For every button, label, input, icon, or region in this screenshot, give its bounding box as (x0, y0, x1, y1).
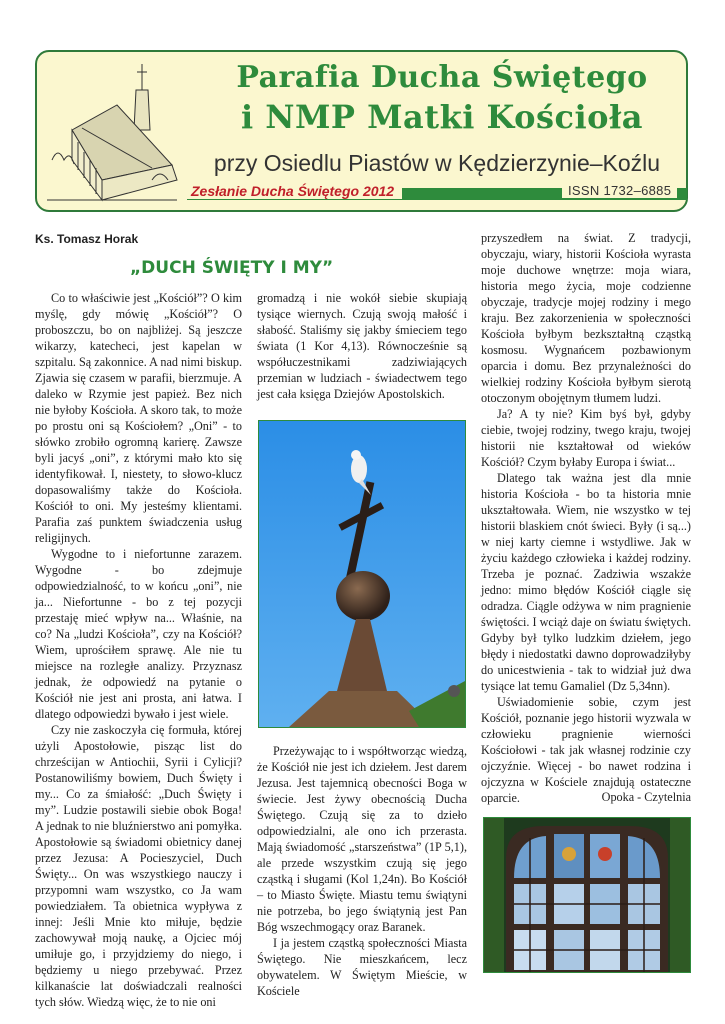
cross-dome-image (259, 421, 465, 727)
paragraph: przyszedłem na świat. Z tradycji, obyczaju, wiary, historii Kościoła wyrasta moje duchowe wnętrze: moja wiara, historia mego życia, moje codzienne obyczaje, tradycje mojej rodziny i mego kraju. Bez zakorzenienia w społeczności Kościoła byłbym bezkształtną cząstką kosmosu. Wygnańcem pozbawionym oparcia i domu. Bez przynależności do wielkiej rodziny Kościoła byłbym sierotą otoczonym obojętnym tłumem ludzi. (481, 231, 691, 405)
photo-cross-with-dove (258, 420, 466, 728)
paragraph: Uświadomienie sobie, czym jest Kościół, poznanie jego historii wyzwala w człowieku pragnienie wierności Kościołowi - tak jak własnej rodzinie czy ojczyźnie. Więcej - bo nawet rodzina i ojczyzna w Kościele znajdują ostateczne oparcie. (481, 695, 691, 805)
paragraph: gromadzą i nie wokół siebie skupiają tysiące wiernych. Czują swoją małość i słabość. Staliśmy się jakby śmieciem tego świata (1 Kor 4,13). Równocześnie są współuczestnikami zadziwiających przemian w ludziach - świadectwem tego jest cała księga Dziejów Apostolskich. (257, 291, 467, 401)
paragraph: I ja jestem cząstką społeczności Miasta Świętego. Nie mieszkańcem, lecz obywatelem. W Świętym Mieście, w Kościele (257, 936, 467, 998)
article-column-2-top (257, 290, 467, 400)
masthead-title-line1: Parafia Ducha Świętego (236, 60, 648, 95)
issue-label: Zesłanie Ducha Świętego 2012 (187, 183, 402, 199)
masthead-banner (35, 50, 688, 212)
article-column-2-bottom (257, 743, 467, 998)
masthead-title-line2: i NMP Matki Kościoła (240, 98, 644, 136)
article-column-3 (481, 230, 691, 805)
paragraph: Czy nie zaskoczyła cię formuła, której użyli Apostołowie, pisząc list do chrześcijan w Antiochii, Syrii i Cylicji? Postanowiliśmy bowiem, Duch Święty i my... Co za śmiałość: „Duch Święty i my”. Ludzie postawili siebie obok Boga! A jednak to nie bluźnierstwo ani pomyłka. Apostołowie są świadomi obietnicy danej przez Jezusa: A Pocieszyciel, Duch Święty... On was wszystkiego nauczy i przypomni wam wszystko, co Ja wam powiedziałem. Ta obietnica wypływa z innej: Jeśli Mnie kto miłuje, będzie zachowywał moją naukę, a Ojciec mój umiłuje go, i przyjdziemy do niego, i będziemy u niego przebywać. Przez kilkanaście lat doświadczali realności tych słów. Wiedzą więc, że to nie oni (35, 723, 242, 1009)
paragraph: Dlatego tak ważna jest dla mnie historia Kościoła - bo ta historia mnie ukształtowała. Wiem, nie wszystko w tej historii blaskiem cnót świeci. Były (i są...) w niej karty ciemne i wstydliwe. Jak w życiu każdego człowieka i każdej rodziny. Trzeba je poznać. Zadziwia wszakże jedno: mimo błędów Kościół ciągle się odradza. Ciągle odżywa w nim pragnienie świętości. I wciąż daje on światu świętych. Gdyby był tylko ludzkim dziełem, jego błędy i niedostatki dawno doprowadziłyby do unicestwienia - tak to widział już dwa tysiące lat temu Gamaliel (Dz 5,34nn). (481, 471, 691, 693)
article-title: „DUCH ŚWIĘTY I MY” (130, 258, 334, 278)
paragraph: Przeżywając to i współtworząc wiedzą, że Kościół nie jest ich dziełem. Jest darem Jezusa. Jest tajemnicą obecności Boga w świecie. Jest żywy obecnością Ducha Świętego. Czują się za to dzieło odpowiedzialni, ale ono ich przerasta. Mają świadomość „starszeństwa” (1P 5,1), ale przede wszystkim czują się jego cząstką i sługami (Kol 1,24n). Bo Kościół – to Miasto Święte. Miastu temu świątyni nie potrzeba, bo jego świątynią jest Pan Bóg wszechmogący oraz Baranek. (257, 744, 467, 934)
paragraph: Co to właściwie jest „Kościół”? O kim myślę, gdy mówię „Kościół”? O proboszczu, bo on najbliżej. Są jeszcze wikarzy, katecheci, jest kapelan w szpitalu. Są zakonnice. A nad nimi biskup. Zjawia się czasem w parafii, bierzmuje. A daleko w Rzymie jest papież. Bez nich nie byłoby Kościoła. A skoro tak, to może po prostu oni są Kościołem? „Oni” - to słówko zrobiło ogromną karierę. Zawsze byli jacyś „oni”, z którymi mało kto się identyfikował. I, niestety, to słowo-klucz dopasowaliśmy także do Kościoła. Kościół to oni. My jesteśmy klientami. Parafia zaś punktem świadczenia usług religijnych. (35, 291, 242, 545)
article-column-1 (35, 290, 242, 1009)
article-author: Ks. Tomasz Horak (35, 232, 139, 246)
masthead-subtitle: przy Osiedlu Piastów w Kędzierzynie–Koźlu (213, 150, 661, 176)
stained-glass-image (484, 818, 690, 972)
church-drawing-icon (42, 60, 182, 208)
paragraph: Wygodne to i niefortunne zarazem. Wygodne - bo zdejmuje odpowiedzialność, to w końcu „oni”, nie ja... Niefortunne - bo z tej pozycji przestaję mieć wpływ na... Właśnie, na co? Na „ludzi Kościoła”, czy na Kościół? Wiem, uprościłem sprawę. Ale nie tu miejsce na rozległe analizy. Przyznasz jednak, że odpowiedź na pytanie o Kościół nie jest ani prosta, ani łatwa. I dlatego odpowiedzi bywało i jest wiele. (35, 547, 242, 721)
issn-label: ISSN 1732–6885 (562, 183, 677, 198)
paragraph: Ja? A ty nie? Kim byś był, gdyby ciebie, twojej rodziny, twego kraju, twojej historii nie kształtował od wieków Kościół? Czym byłaby Europa i świat... (481, 407, 691, 469)
article-source: Opoka - Czytelnia (601, 790, 691, 804)
photo-stained-glass-window (483, 817, 691, 973)
